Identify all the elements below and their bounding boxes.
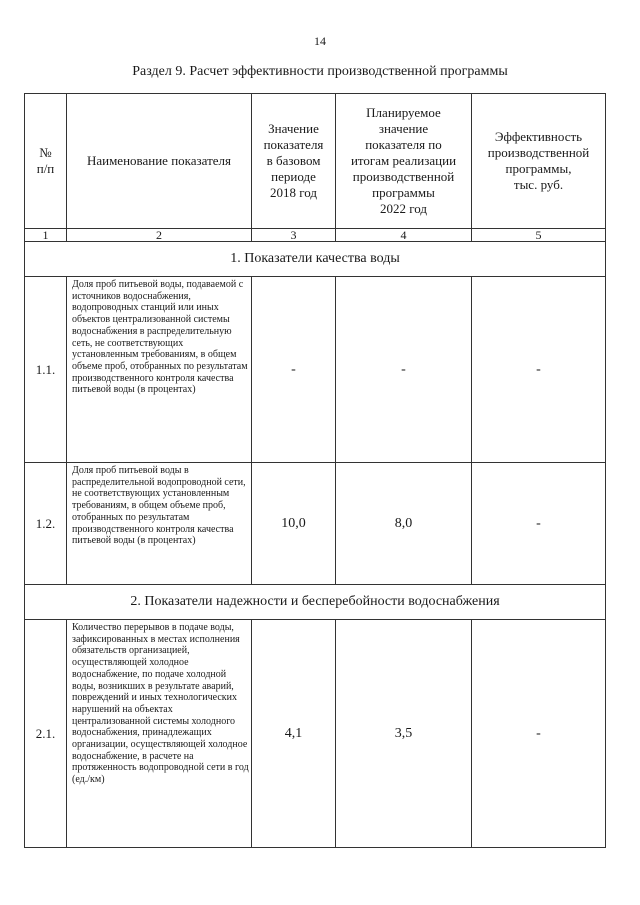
header-name: Наименование показателя bbox=[67, 94, 252, 229]
table-row bbox=[25, 620, 606, 848]
column-number-row bbox=[25, 229, 606, 242]
row-number: 2.1. bbox=[25, 620, 67, 848]
base-value: - bbox=[252, 277, 336, 463]
indicator-name: Доля проб питьевой воды, подаваемой с источников водоснабжения, водопроводных станций или иных объектов централизованной системы водоснабжения в распределительную сеть, не соответствующих установленным требованиям, в общем объеме проб, отобранных по результатам производственного контроля качества питьевой воды (в процентах) bbox=[67, 277, 252, 463]
col-number: 1 bbox=[25, 229, 67, 242]
header-num: № п/п bbox=[25, 94, 67, 229]
plan-value: - bbox=[336, 277, 472, 463]
col-number: 3 bbox=[252, 229, 336, 242]
table-row bbox=[25, 463, 606, 585]
plan-value: 3,5 bbox=[336, 620, 472, 848]
row-number: 1.2. bbox=[25, 463, 67, 585]
indicator-name: Доля проб питьевой воды в распределительной водопроводной сети, не соответствующих установленным требованиям, в общем объеме проб, отобранных по результатам производственного контроля качества питьевой воды (в процентах) bbox=[67, 463, 252, 585]
indicator-name: Количество перерывов в подаче воды, зафиксированных в местах исполнения обязательств организацией, осуществляющей холодное водоснабжение, по подаче холодной воды, возникших в результате аварий, повреждений и иных технологических нарушений на объектах централизованной системы холодного водоснабжения, принадлежащих организации, осуществляющей холодное водоснабжение, в расчете на протяженность водопроводной сети в год (ед./км) bbox=[67, 620, 252, 848]
base-value: 10,0 bbox=[252, 463, 336, 585]
group-row-reliability bbox=[25, 585, 606, 620]
section-title: Раздел 9. Расчет эффективности производственной программы bbox=[132, 64, 508, 79]
efficiency-value: - bbox=[472, 463, 606, 585]
plan-value: 8,0 bbox=[336, 463, 472, 585]
page-number: 14 bbox=[314, 34, 326, 48]
group-row-water-quality bbox=[25, 242, 606, 277]
header-plan-value: Планируемое значение показателя по итогам реализации производственной программы 2022 год bbox=[336, 94, 472, 229]
efficiency-value: - bbox=[472, 620, 606, 848]
col-number: 5 bbox=[472, 229, 606, 242]
col-number: 4 bbox=[336, 229, 472, 242]
group-title: 1. Показатели качества воды bbox=[25, 242, 606, 277]
row-number: 1.1. bbox=[25, 277, 67, 463]
group-title: 2. Показатели надежности и бесперебойности водоснабжения bbox=[25, 585, 606, 620]
header-base-value: Значение показателя в базовом периоде 2018 год bbox=[252, 94, 336, 229]
efficiency-value: - bbox=[472, 277, 606, 463]
header-efficiency: Эффективность производственной программы, тыс. руб. bbox=[472, 94, 606, 229]
efficiency-table bbox=[24, 93, 606, 848]
col-number: 2 bbox=[67, 229, 252, 242]
table-row bbox=[25, 277, 606, 463]
table-header-row bbox=[25, 94, 606, 229]
base-value: 4,1 bbox=[252, 620, 336, 848]
